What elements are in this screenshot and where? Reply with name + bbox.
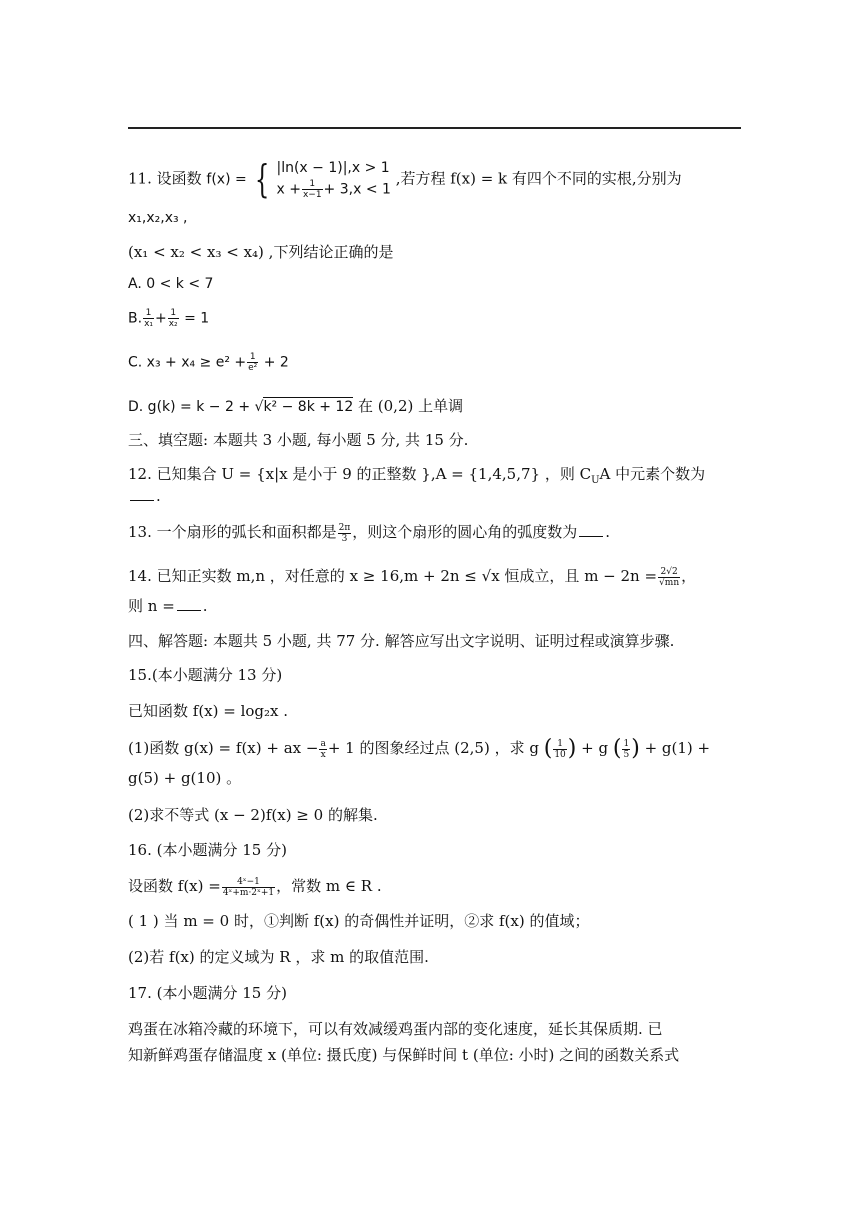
section-4-heading: 四、解答题: 本题共 5 小题, 共 77 分. 解答应写出文字说明、证明过程或演算步骤. bbox=[128, 632, 675, 650]
q15-part2: (2)求不等式 (x − 2)f(x) ≥ 0 的解集. bbox=[128, 806, 378, 824]
q11-case2 bbox=[276, 179, 390, 201]
q13-num: 2π bbox=[338, 522, 351, 533]
q11-case2a: x + bbox=[276, 181, 301, 198]
q11-optb-d1: x₁ bbox=[144, 319, 153, 329]
q12-line2 bbox=[128, 486, 161, 506]
q15-given: 已知函数 f(x) = log₂x . bbox=[128, 702, 289, 720]
q11-optc-frac bbox=[247, 352, 258, 373]
section-3-heading: 三、填空题: 本题共 3 小题, 每小题 5 分, 共 15 分. bbox=[128, 431, 469, 449]
q11-optb-d2: x₂ bbox=[168, 319, 178, 329]
q15-p1b: + 1 的图象经过点 (2,5) ，求 g bbox=[327, 739, 539, 757]
q11-cases bbox=[276, 158, 390, 201]
q15-p1a: (1)函数 g(x) = f(x) + ax − bbox=[128, 739, 319, 757]
q13-den: 3 bbox=[341, 533, 348, 544]
q11-case2b: + 3,x < 1 bbox=[323, 181, 391, 198]
q12-text-b: A 中元素个数为 bbox=[599, 465, 706, 483]
q11-case1: |ln(x − 1)|,x > 1 bbox=[276, 160, 390, 176]
q11-prefix: 11. 设函数 bbox=[128, 169, 202, 188]
q11-case2-frac bbox=[302, 179, 323, 200]
q12-answer-blank[interactable] bbox=[130, 500, 154, 501]
q15-f2-den: 5 bbox=[623, 749, 630, 760]
q11-line1 bbox=[128, 158, 682, 201]
q11-optb-plus: + bbox=[155, 310, 167, 327]
q16-num: 4ˣ−1 bbox=[222, 877, 275, 888]
q14-pre: 14. 已知正实数 m,n ，对任意的 x ≥ 16,m + 2n ≤ √x 恒成立，且 m − 2n = bbox=[128, 567, 658, 585]
q17-heading: 17. (本小题满分 15 分) bbox=[128, 984, 287, 1002]
q16-given-post: ，常数 m ∈ R . bbox=[276, 877, 382, 895]
q13-answer-blank[interactable] bbox=[579, 536, 603, 537]
q14-answer-blank[interactable] bbox=[177, 610, 201, 611]
q15-p1c: + g bbox=[581, 739, 609, 757]
q11-optb-pre: B. bbox=[128, 310, 143, 327]
q13-frac bbox=[338, 523, 352, 544]
q15-part1-line2: g(5) + g(10) 。 bbox=[128, 769, 242, 787]
q16-given bbox=[128, 876, 382, 898]
q11-option-a: A. 0 < k < 7 bbox=[128, 276, 214, 292]
q15-paren-close-1: ) bbox=[567, 736, 577, 761]
q15-paren-open-2: ( bbox=[612, 736, 622, 761]
q14-post: ， bbox=[681, 567, 697, 585]
q11-optb-frac1 bbox=[143, 308, 154, 329]
q11-optd-post: 在 (0,2) 上单调 bbox=[353, 397, 464, 415]
header-rule bbox=[128, 127, 741, 129]
q15-p1d: + g(1) + bbox=[644, 739, 711, 757]
q13 bbox=[128, 522, 610, 544]
q14-num: 2√2 bbox=[658, 567, 680, 578]
q11-optc-num: 1 bbox=[247, 352, 258, 363]
q15-part1-line1 bbox=[128, 738, 710, 760]
q11-option-d bbox=[128, 396, 463, 417]
q15-paren-open-1: ( bbox=[543, 736, 553, 761]
q15-paren-close-2: ) bbox=[631, 736, 640, 761]
q16-heading: 16. (本小题满分 15 分) bbox=[128, 841, 287, 859]
q12-sub: U bbox=[591, 475, 600, 486]
q11-fx: f(x) = bbox=[206, 171, 247, 188]
q15-p1-num: a bbox=[320, 738, 326, 749]
q15-f1-den: 10 bbox=[554, 749, 566, 760]
q14-line2 bbox=[128, 596, 208, 616]
q11-option-c bbox=[128, 352, 289, 373]
q11-optc-pre: C. x₃ + x₄ ≥ e² + bbox=[128, 354, 247, 371]
q13-end: . bbox=[605, 523, 611, 541]
q16-part1: ( 1 ) 当 m = 0 时，①判断 f(x) 的奇偶性并证明，②求 f(x) 的值域； bbox=[128, 912, 590, 930]
q14-line2a: 则 n = bbox=[128, 597, 175, 615]
q15-frac-2 bbox=[622, 739, 630, 760]
q11-optd-pre: D. g(k) = k − 2 + √ bbox=[128, 399, 264, 415]
q12-end: . bbox=[156, 487, 161, 505]
q15-frac-1 bbox=[553, 739, 566, 760]
q15-f2-num: 1 bbox=[623, 738, 630, 749]
q12-text: 12. 已知集合 U = {x|x 是小于 9 的正整数 },A = {1,4,5,7} ，则 C bbox=[128, 465, 592, 483]
q11-optb-n2: 1 bbox=[168, 308, 179, 319]
q14-frac bbox=[658, 567, 680, 588]
q16-given-pre: 设函数 f(x) = bbox=[128, 877, 221, 895]
q11-optb-frac2 bbox=[168, 308, 179, 329]
q11-case2-num: 1 bbox=[302, 179, 323, 190]
q14-line2b: . bbox=[202, 597, 208, 615]
q11-line3: (x₁ < x₂ < x₃ < x₄) ,下列结论正确的是 bbox=[128, 243, 394, 261]
q11-option-b bbox=[128, 308, 209, 329]
q16-den: 4ˣ+m·2ˣ+1 bbox=[222, 887, 275, 898]
q14-line1 bbox=[128, 566, 696, 588]
q11-optb-n1: 1 bbox=[143, 308, 154, 319]
q13-post: ，则这个扇形的圆心角的弧度数为 bbox=[352, 523, 578, 541]
q17-line1: 鸡蛋在冰箱冷藏的环境下，可以有效减缓鸡蛋内部的变化速度，延长其保质期. 已 bbox=[128, 1020, 663, 1038]
q11-optd-radicand: k² − 8k + 12 bbox=[263, 399, 354, 415]
q16-part2: (2)若 f(x) 的定义域为 R ，求 m 的取值范围. bbox=[128, 948, 429, 966]
q15-f1-num: 1 bbox=[553, 739, 566, 750]
q12-line1 bbox=[128, 464, 705, 491]
q11-line2: x₁,x₂,x₃ , bbox=[128, 210, 188, 226]
q15-p1-frac bbox=[319, 739, 326, 760]
q15-heading: 15.(本小题满分 13 分) bbox=[128, 666, 283, 684]
q14-den: √mn bbox=[659, 577, 680, 588]
q11-optb-post: = 1 bbox=[184, 310, 210, 327]
q13-pre: 13. 一个扇形的弧长和面积都是 bbox=[128, 523, 337, 541]
q11-tail: ,若方程 f(x) = k 有四个不同的实根,分别为 bbox=[395, 169, 682, 188]
q11-case2-den: x−1 bbox=[302, 190, 322, 200]
q11-brace: { bbox=[254, 157, 269, 202]
q16-frac bbox=[222, 877, 275, 898]
q17-line2: 知新鲜鸡蛋存储温度 x (单位: 摄氏度) 与保鲜时间 t (单位: 小时) 之间的函数关系式 bbox=[128, 1046, 680, 1064]
q15-p1-den: x bbox=[320, 749, 326, 760]
q11-optc-den: e² bbox=[248, 363, 258, 373]
q11-optc-post: + 2 bbox=[263, 354, 289, 371]
